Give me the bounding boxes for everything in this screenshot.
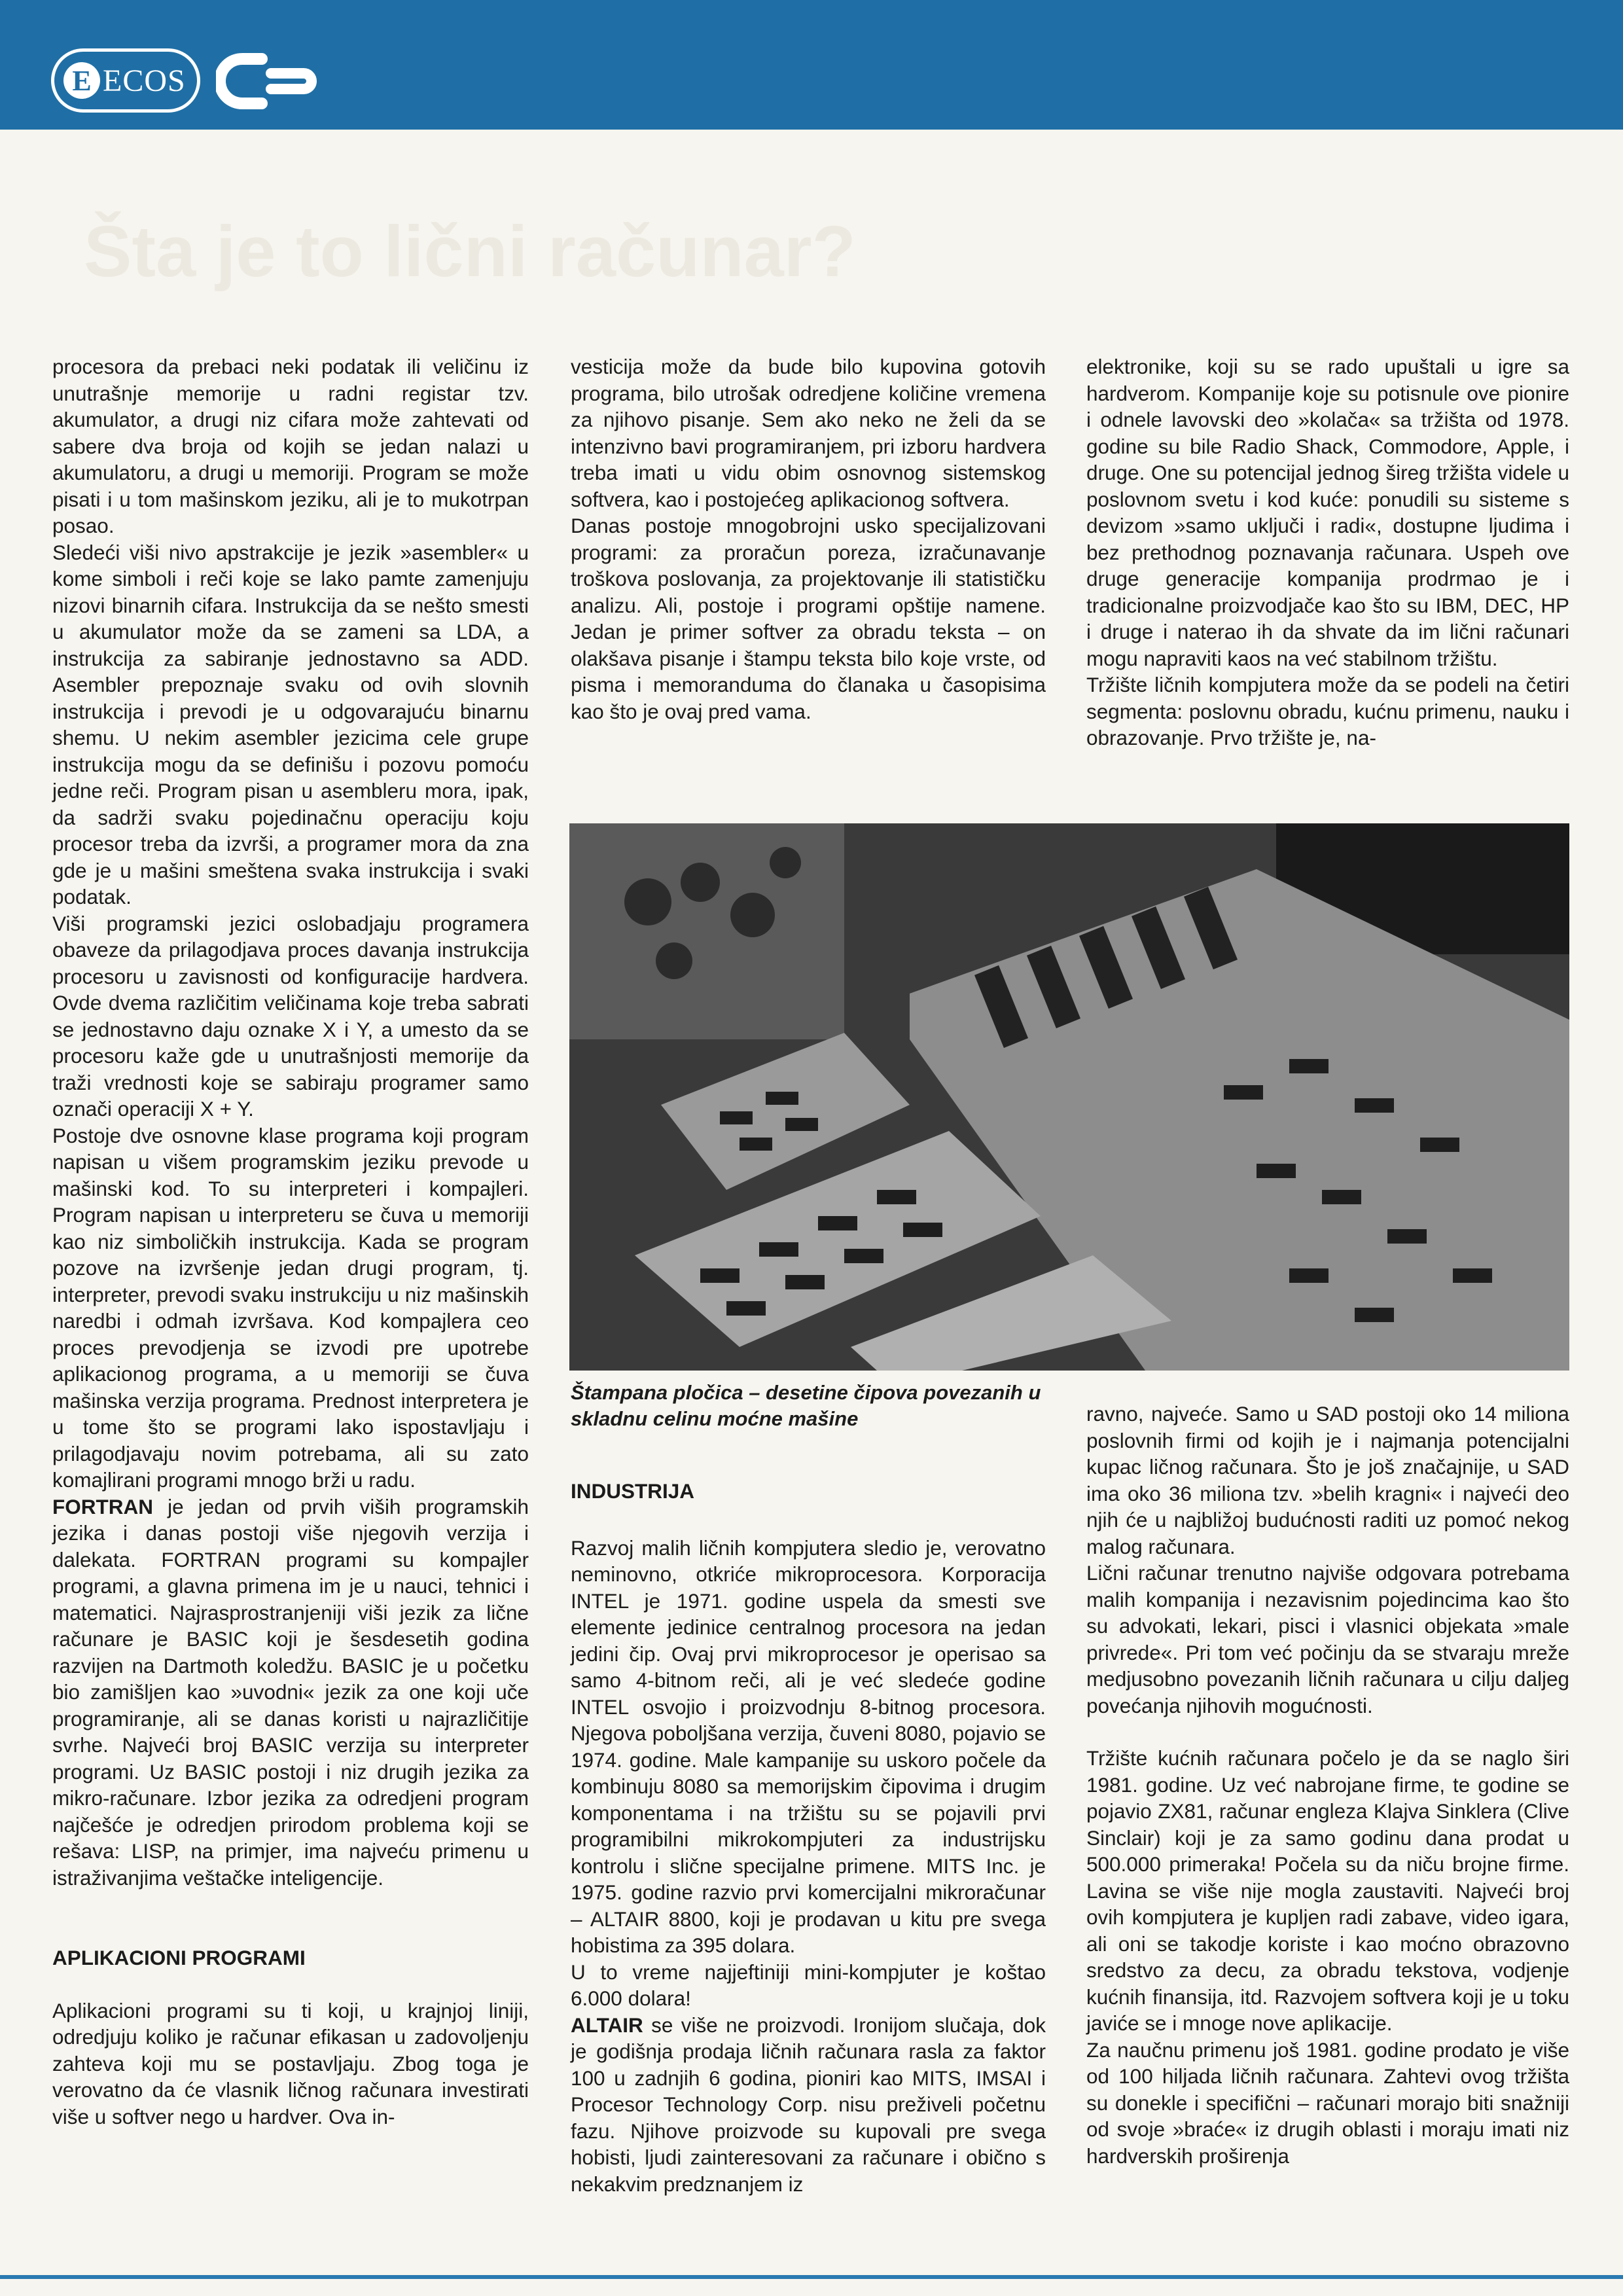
lead-word: ALTAIR xyxy=(571,2013,643,2037)
paragraph: Tržište kućnih računara počelo je da se naglo širi 1981. godine. Uz već nabrojane firme, te godine se pojavio ZX81, računar engleza Klajva Sinklera (Clive Sinclair) koji je za samo godinu dana prodat u 500.000 primeraka! Počela su da niču brojne firme. Lavina se više nije mogla zaustaviti. Najveći broj ovih kompjutera je kupljen radi zabave, video igara, ali oni se takodje koriste i kao moćno obrazovno sredstvo za decu, za obradu tekstova, vodjenje kućnih finansija, itd. Razvojem softvera koji je u toku javiće se i mnoge nove aplikacije. xyxy=(1086,1746,1569,2035)
paragraph-text: je jedan od prvih viših programskih jezika i danas postoji više njegovih verzija i dalekata. FORTRAN programi su kompajler programi, a glavna primena im je u nauci, tehnici i matematici. Najrasprostranjeniji viši jezik za lične računare je BASIC koji je šesdesetih godina razvijen na Dartmoth koledžu. BASIC je u početku bio zamišljen kao »uvodni« jezik za one koji uče programiranje, ali se danas koristi u najrazličitije svrhe. Najveći broj BASIC verzija su interpreter programi. Uz BASIC postoji i niz drugih jezika za mikro-računare. Izbor jezika za odredjeni program najčešće je odredjen prirodom problema koji se rešava: LISP, na primjer, ima najveću primenu u istraživanjima veštačke inteligencije. xyxy=(52,1494,529,1890)
column-3-lower xyxy=(1086,1401,1569,2169)
paragraph xyxy=(52,1494,529,1892)
paragraph: vesticija može da bude bilo kupovina gotovih programa, bilo utrošak odredjene količine vremena za njihovo pisanje. Sem ako neko ne želi da se intenzivno bavi programiranjem, pri izboru hardvera treba imati u vidu obim osnovnog sistemskog softvera, kao i postojećeg aplikacionog softvera. xyxy=(571,355,1046,511)
paragraph: procesora da prebaci neki podatak ili veličinu iz unutrašnje memorije u radni registar tzv. akumulator, a drugi niz cifara može zahtevati od sabere dva broja od kojih se jedan nalazi u akumulatoru, a drugi u memoriji. Program se može pisati i u tom mašinskom jeziku, ali je to mukotrpan posao. xyxy=(52,355,529,537)
paragraph-text: se više ne proizvodi. Ironijom slučaja, dok je godišnja prodaja ličnih računara rasla za faktor 100 u zadnjih 6 godina, pioniri kao MITS, IMSAI i Procesor Technology Corp. nisu preživeli početnu fazu. Njihove proizvode su kupovali pre svega hobisti, ljudi zainteresovani za računare i obično s nekakvim predznanjem iz xyxy=(571,2013,1046,2196)
paragraph xyxy=(571,2012,1046,2198)
ecos-logo-mark: E xyxy=(63,62,100,99)
paragraph: Razvoj malih ličnih kompjutera sledio je, verovatno neminovno, otkriće mikroprocesora. Korporacija INTEL je 1971. godine uspela da smesti sve elemente jedinice centralnog procesora na jedan jedini čip. Ovaj prvi mikroprocesor je operisao sa samo 4-bitnom reči, ali je već sledeće godine INTEL osvojio i proizvodnju 8-bitnog procesora. Njegova poboljšana verzija, čuveni 8080, pojavio se 1974. godine. Male kampanije su uskoro počele da kombinuju 8080 sa memorijskim čipovima i drugim komponentama i na tržištu su se pojavili prvi programibilni mikrokompjuteri za industrijsku kontrolu i slične specijalne primene. MITS Inc. je 1975. godine razvio prvi komercijalni mikroračunar – ALTAIR 8800, koji je prodavan u kitu pre svega hobistima za 395 dolara. xyxy=(571,1535,1046,1957)
paragraph: Danas postoje mnogobrojni usko specijalizovani programi: za proračun poreza, izračunavanje troškova poslovanja, za projektovanje ili statističku analizu. Ali, postoje i programi opštije namene. Jedan je primer softver za obradu teksta – on olakšava pisanje i štampu teksta bilo koje vrste, od pisma i memoranduma do članaka u časopisima kao što je ovaj pred vama. xyxy=(571,514,1046,723)
paragraph: Sledeći viši nivo apstrakcije je jezik »asembler« u kome simboli i reči koje se lako pamte zamenjuju nizovi binarnih cifara. Instrukcija da se nešto smesti u akumulator može da se zameni sa LDA, a instrukcija za sabiranje jednostavno sa ADD. Asembler prepoznaje svaku od ovih slovnih instrukcija i prevodi je u odgovarajuću binarnu shemu. U nekim asembler jezicima cele grupe instrukcija mogu da se definišu i pozovu pomoću jedne reči. Program pisan u asembleru mora, ipak, da sadrži svaku pojedinačnu operaciju koju procesor treba da izvrši, a programer mora da zna gde je u mašini smeštena svaka instrukcija i svaki podatak. xyxy=(52,540,529,908)
lead-word: FORTRAN xyxy=(52,1494,153,1518)
paragraph: Tržište ličnih kompjutera može da se podeli na četiri segmenta: poslovnu obradu, kućnu primenu, nauku i obrazovanje. Prvo tržište je, na- xyxy=(1086,673,1569,749)
bottom-rule xyxy=(0,2275,1623,2279)
ecos-logo xyxy=(51,48,200,113)
paragraph: Aplikacioni programi su ti koji, u krajnjoj liniji, odredjuju koliko je računar efikasan u zadovoljenju zahteva koji mu se postavljaju. Zbog toga je verovatno da će vlasnik ličnog računara investirati više u softver nego u hardver. Ova in- xyxy=(52,1998,529,2128)
ecos-logo-text: ECOS xyxy=(103,63,186,98)
paragraph: U to vreme najjeftiniji mini-kompjuter je koštao 6.000 dolara! xyxy=(571,1960,1046,2010)
paragraph: ravno, najveće. Samo u SAD postoji oko 14 miliona poslovnih firmi od kojih je i najmanja potencijalni kupac ličnog računara. Što je još značajnije, u SAD ima oko 36 miliona tzv. »belih kragni« i najveći deo njih će u najbližoj budućnosti raditi uz pomoć nekog malog računara. xyxy=(1086,1402,1569,1558)
section-heading-industrija: INDUSTRIJA xyxy=(571,1479,695,1503)
column-1 xyxy=(52,353,529,2130)
top-banner xyxy=(0,0,1623,130)
circuit-board-image xyxy=(569,823,1569,1371)
ghost-title: Šta je to lični računar? xyxy=(84,211,856,292)
column-2-lower xyxy=(571,1478,1046,2197)
photo-caption: Štampana pločica – desetine čipova povezanih u skladnu celinu moćne mašine xyxy=(571,1381,1041,1430)
paragraph: Za naučnu primenu još 1981. godine prodato je više od 100 hiljada ličnih računara. Zahtevi ovog tržišta su donekle i specifični – računari morajo biti snažniji od svoje »braće« iz drugih oblasti i moraju imati niz hardverskih proširenja xyxy=(1086,2037,1569,2168)
paragraph: Lični računar trenutno najviše odgovara potrebama malih kompanija i nezavisnim pojedincima kao što su advokati, lekari, pisci i vlasnici objekata »male privrede«. Pri tom već počinju da se stvaraju mreže medjusobno povezanih ličnih računara u cilju daljeg povećanja njihovih mogućnosti. xyxy=(1086,1561,1569,1717)
paragraph: Viši programski jezici oslobadjaju programera obaveze da prilagodjava proces davanja instrukcija procesoru u zavisnosti od konfiguracije hardvera. Ovde dvema različitim veličinama koje treba sabrati se jednostavno daju oznake X i Y, a umesto da se procesoru kaže gde u unutrašnjosti memorije da traži vrednosti koje se sabiraju programer samo označi operaciji X + Y. xyxy=(52,911,529,1121)
paragraph: elektronike, koji su se rado upuštali u igre sa hardverom. Kompanije koje su potisnule ove pionire i odnele lavovski deo »kolača« sa tržišta od 1978. godine su bile Radio Shack, Commodore, Apple, i druge. One su potencijal jednog šireg tržišta videle u poslovnom svetu i kod kuće: ponudili su sisteme s devizom »samo uključi i radi«, dostupne ljudima i bez prethodnog poznavanja računara. Uspeh ove druge generacije kompanija prodrmao je i tradicionalne proizvodjače kao što su IBM, DEC, HP i druge i naterao ih da shvate da im lični računari mogu napraviti kaos na već stabilnom tržištu. xyxy=(1086,355,1569,670)
column-3 xyxy=(1086,353,1569,751)
section-heading-apl: APLIKACIONI PROGRAMI xyxy=(52,1946,306,1969)
circuit-board-photo xyxy=(569,823,1569,1371)
column-2 xyxy=(571,353,1046,725)
cd-logo-icon xyxy=(216,52,331,110)
paragraph: Postoje dve osnovne klase programa koji program napisan u višem programskim jeziku prevode u mašinski kod. To su interpreteri i kompajleri. Program napisan u interpreteru se čuva u memoriji kao niz simboličkih instrukcija. Kada se program pozove na izvršenje jedan drugi program, tj. interpreter, prevodi svaku instrukciju u niz mašinskih naredbi i odmah izvršava. Kod kompajlera ceo proces prevodjenja se izvodi pre upotrebe aplikacionog programa, a u memoriji se čuva mašinska verzija programa. Prednost interpretera je u tome što se programi lako ispostavljaju i prilagodjavaju novim potrebama, ali su zato komajlirani programi mnogo brži u radu. xyxy=(52,1123,529,1492)
